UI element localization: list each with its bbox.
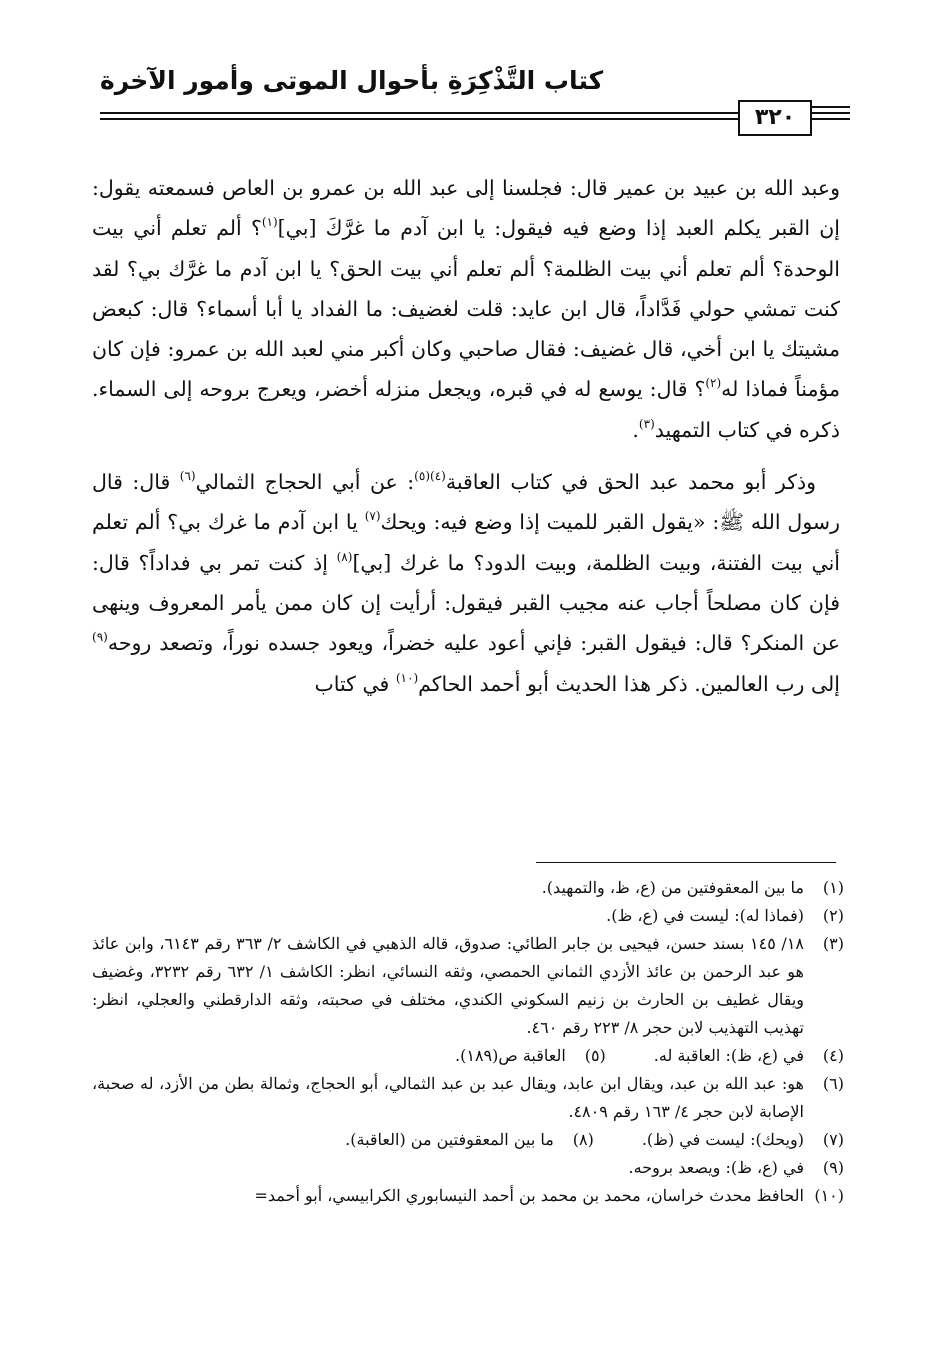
footnote-text: في (ع، ظ): العاقبة له. xyxy=(653,1046,804,1065)
footnote-ref: (٨) xyxy=(336,549,353,564)
text-run: يا ابن آدم ما غرك بي؟ ألم تعلم أني بيت الفتنة، وبيت الظلمة، وبيت الدود؟ ما غرك [بي] xyxy=(92,510,840,575)
footnote-item xyxy=(92,1182,844,1210)
footnotes xyxy=(92,874,844,1210)
footnote-ref: (١٠) xyxy=(395,670,419,685)
footnote-number: (١) xyxy=(822,878,844,897)
text-run: . xyxy=(632,417,639,442)
text-run: إلى رب العالمين. ذكر هذا الحديث أبو أحمد الحاكم xyxy=(418,671,840,696)
footnote-item xyxy=(654,1042,844,1070)
footnote-text: هو: عبد الله بن عبد، ويقال ابن عابد، ويقال عبد بن عبد الثمالي، أبو الحجاج، وثمالة بطن من الأزد، له صحبة، الإصابة لابن حجر ٤/ ١٦٣ رقم ٤٨٠٩. xyxy=(92,1074,804,1121)
footnote-number: (٥) xyxy=(584,1046,606,1065)
footnote-ref: (٢) xyxy=(705,376,722,391)
footnote-number: (٣) xyxy=(822,934,844,953)
text-run: ؟ قال: يوسع له في قبره، ويجعل منزله أخضر، ويعرج بروحه إلى السماء. ذكره في كتاب التمهيد xyxy=(92,377,840,442)
text-run: وعبد الله بن عبيد بن عمير قال: فجلسنا إلى عبد الله بن عمرو بن العاص فسمعته يقول: إن القبر يكلم العبد إذا وضع فيه فيقول: يا ابن آدم ما غرَّكَ [بي] xyxy=(92,176,840,241)
footnote-row xyxy=(92,1126,844,1154)
text-run: : عن أبي الحجاج الثمالي xyxy=(195,470,415,495)
paragraph-2 xyxy=(92,462,840,704)
footnote-item xyxy=(345,1126,594,1154)
footnote-item xyxy=(642,1126,844,1154)
footnote-separator xyxy=(536,862,836,863)
footnote-text: ما بين المعقوفتين من (العاقبة). xyxy=(345,1130,554,1149)
page-header xyxy=(100,62,850,142)
footnote-text: (فماذا له): ليست في (ع، ظ). xyxy=(606,906,804,925)
footnote-ref: (٤)(٥) xyxy=(414,469,446,484)
footnote-text: (ويحك): ليست في (ظ). xyxy=(641,1130,804,1149)
text-run: في كتاب xyxy=(314,671,396,696)
footnote-number: (٢) xyxy=(822,906,844,925)
footnote-number: (٤) xyxy=(822,1046,844,1065)
footnote-item xyxy=(92,1070,844,1126)
footnote-text: العاقبة ص(١٨٩). xyxy=(455,1046,566,1065)
footnote-item xyxy=(455,1042,606,1070)
text-run: إذ كنت تمر بي فداداً؟ قال: فإن كان مصلحاً أجاب عنه مجيب القبر فيقول: أرأيت إن كان ممن يأمر المعروف وينهى عن المنكر؟ قال: فيقول القبر: فإني أعود عليه خضراً، ويعود جسده نوراً، وتصعد روحه xyxy=(92,550,840,656)
footnote-text: في (ع، ظ): ويصعد بروحه. xyxy=(628,1158,804,1177)
header-rule-bottom xyxy=(100,118,740,120)
paragraph-1 xyxy=(92,168,840,450)
footnote-ref: (٧) xyxy=(364,509,381,524)
main-text xyxy=(92,168,840,704)
page-number: ٣٢٠ xyxy=(738,100,812,136)
footnote-ref: (٣) xyxy=(638,416,655,431)
footnote-item xyxy=(92,902,844,930)
footnote-text: الحافظ محدث خراسان، محمد بن محمد بن أحمد النيسابوري الكرابيسي، أبو أحمد= xyxy=(254,1186,804,1205)
footnote-ref: (٦) xyxy=(179,469,196,484)
footnote-number: (٦) xyxy=(822,1074,844,1093)
footnote-text: ١٨/ ١٤٥ بسند حسن، فيحيى بن جابر الطائي: صدوق، قاله الذهبي في الكاشف ٢/ ٣٦٣ رقم ٦١٤٣، وابن عائذ هو عبد الرحمن بن عائذ الأزدي الثماني الحمصي، وثقه النسائي، انظر: الكاشف ١/ ٦٣٢ رقم ٣٢٣٢، وغضيف ويقال غطيف بن الحارث بن زنيم السكوني الكندي، مختلف في صحبته، وثقه الدارقطني والعجلي، انظر: تهذيب التهذيب لابن حجر ٨/ ٢٢٣ رقم ٤٦٠. xyxy=(92,934,805,1037)
text-run: وذكر أبو محمد عبد الحق في كتاب العاقبة xyxy=(445,470,816,495)
text-run: قال: قال رسول الله ﷺ: «يقول القبر للميت إذا وضع فيه: ويحك xyxy=(92,470,840,535)
footnote-number: (٨) xyxy=(572,1130,594,1149)
book-title: كتاب التَّذْكِرَةِ بأحوال الموتى وأمور الآخرة xyxy=(100,66,604,95)
footnote-item xyxy=(92,930,844,1042)
footnote-number: (٧) xyxy=(822,1130,844,1149)
footnote-ref: (١) xyxy=(261,215,278,230)
footnote-ref: (٩) xyxy=(92,630,108,645)
footnote-number: (٩) xyxy=(822,1158,844,1177)
footnote-item xyxy=(92,1154,844,1182)
footnote-text: ما بين المعقوفتين من (ع، ظ، والتمهيد). xyxy=(541,878,804,897)
footnote-row xyxy=(92,1042,844,1070)
footnote-number: (١٠) xyxy=(814,1186,844,1205)
text-run: ؟ ألم تعلم أني بيت الوحدة؟ ألم تعلم أني بيت الظلمة؟ ألم تعلم أني بيت الحق؟ يا ابن آدم ما غرَّك بي؟ لقد كنت تمشي حولي فَدَّاداً، قال ابن عايد: قلت لغضيف: ما الفداد يا أبا أسماء؟ قال: كبعض مشيتك يا ابن أخي، قال غضيف: فقال صاحبي وكان أكبر مني لعبد الله بن عمرو: فإن كان مؤمناً فماذا له xyxy=(92,216,840,402)
footnote-item xyxy=(92,874,844,902)
